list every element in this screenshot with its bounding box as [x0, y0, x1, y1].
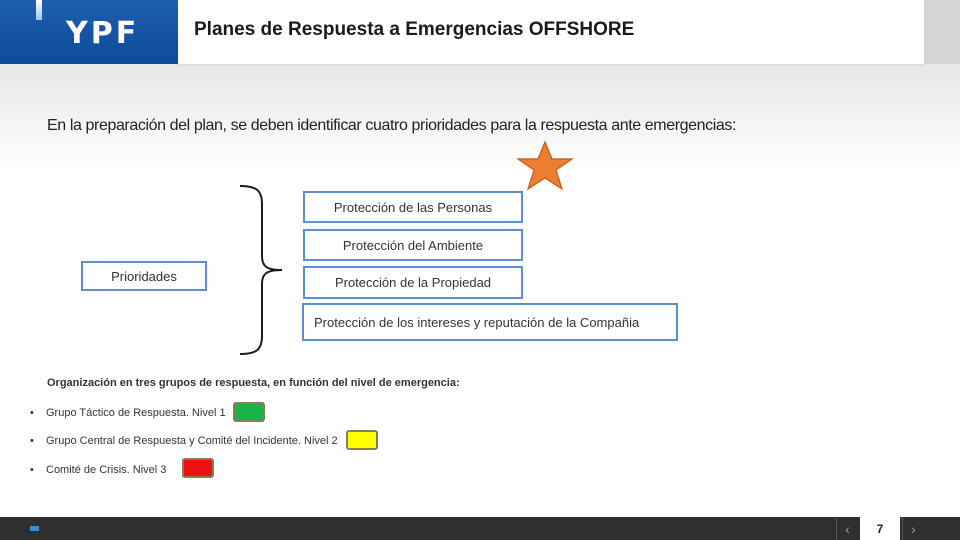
list-item	[30, 464, 166, 476]
priority-label: Protección de los intereses y reputación de la Compañia	[314, 314, 640, 330]
bullet: •	[30, 435, 34, 447]
priority-box-personas	[303, 191, 523, 223]
header-right-panel	[924, 0, 960, 64]
ypf-logo	[0, 0, 178, 64]
list-item	[30, 435, 338, 447]
priority-label: Protección de las Personas	[333, 199, 493, 215]
logo-accent-bar	[36, 0, 42, 20]
prioridades-box	[81, 261, 207, 291]
priority-box-reputacion	[302, 303, 678, 341]
level-3-color-swatch	[182, 458, 214, 478]
priority-box-propiedad	[303, 266, 523, 299]
page-number: 7	[860, 517, 900, 540]
brace-connector	[238, 184, 284, 356]
logo-text: YPF	[66, 16, 140, 51]
priority-box-ambiente	[303, 229, 523, 261]
star-icon	[514, 140, 576, 192]
footer-bar	[0, 517, 960, 540]
bullet: •	[30, 464, 34, 476]
prioridades-label: Prioridades	[111, 268, 177, 284]
list-item-label: Grupo Central de Respuesta y Comité del Incidente. Nivel 2	[46, 435, 338, 447]
intro-text: En la preparación del plan, se deben identificar cuatro prioridades para la respuesta ante emergencias:	[47, 117, 737, 134]
chevron-left-icon[interactable]: ‹	[836, 517, 858, 540]
organization-title: Organización en tres grupos de respuesta, en función del nivel de emergencia:	[47, 377, 460, 389]
list-item-label: Comité de Crisis. Nivel 3	[46, 464, 167, 476]
chevron-right-icon[interactable]: ›	[902, 517, 924, 540]
priority-label: Protección del Ambiente	[342, 237, 484, 253]
level-2-color-swatch	[346, 430, 378, 450]
list-item	[30, 407, 226, 419]
priority-label: Protección de la Propiedad	[334, 275, 492, 290]
level-1-color-swatch	[233, 402, 265, 422]
page-title: Planes de Respuesta a Emergencias OFFSHORE	[194, 19, 635, 40]
bullet: •	[30, 407, 34, 419]
footer-marker-icon	[30, 526, 39, 531]
list-item-label: Grupo Táctico de Respuesta. Nivel 1	[46, 407, 226, 419]
